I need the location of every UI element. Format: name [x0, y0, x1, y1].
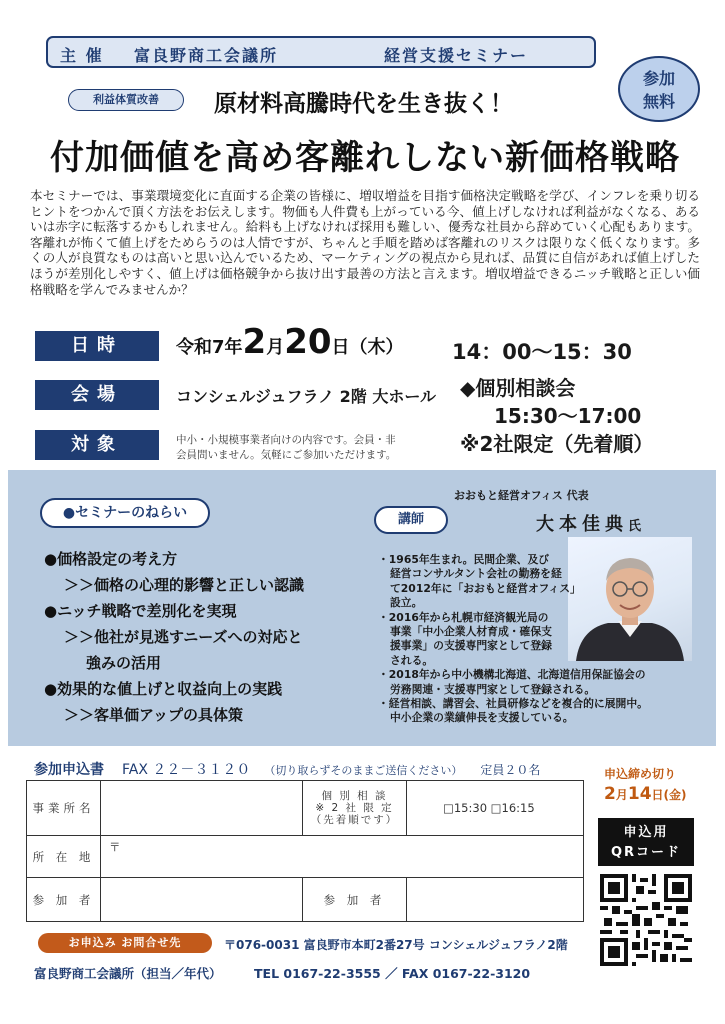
deadline-day: 14 [627, 784, 652, 804]
contact-phones: TEL 0167-22-3555 ／ FAX 0167-22-3120 [254, 966, 531, 981]
deadline-label: 申込締め切り [604, 767, 677, 781]
main-title: 付加価値を高め客離れしない新価格戦略 [50, 138, 680, 178]
consultation-info [460, 374, 653, 458]
consult-line1: 個 別 相 談 [321, 790, 388, 802]
aim-item: 強みの活用 [86, 654, 162, 672]
consult-time: 15:30～17:00 [494, 404, 642, 428]
form-note: （切り取らずそのままご送信ください） [264, 764, 463, 777]
target-audience: 中小・小規模事業者向けの内容です。会員・非会員問いません。気軽にご参加いただけます。 [176, 434, 397, 461]
bio-line: 援事業」の支援専門家として登録 [390, 639, 552, 653]
aim-item: ＞＞他社が見逃すニーズへの対応と [64, 628, 303, 646]
business-name-label: 事業所名 [27, 781, 101, 836]
application-form [26, 780, 584, 922]
deadline-day-unit: 日 [651, 788, 664, 802]
intro-paragraph: 本セミナーでは、事業環境変化に直面する企業の皆様に、増収増益を目指す価格決定戦略を学び、インフレを乗り切るヒントをつかんで頂く方法をお伝えします。物価も人件費も上がっている今、値上げしなければ利益がなくなる、あるいは赤字に転落するかもしれません。給料も上げなければ採用も難しい、優秀な社員から辞めていく心配もあります。客離れが怖くて値上げをためらうのは人情ですが、ちゃんと手順を踏めば客離れのリスクは限りなく低くなります。多くの人が良質なものは高いと思い込んでいるため、マーケティングの視点から見れば、品質に自信があれば値上げしたほうが差別化しやすく、値上げは価格競争から抜け出す最善の方法と言えます。増収増益できるニッチ戦略と正しい価格戦略を学んでみませんか？ [30, 188, 700, 297]
host-banner [46, 36, 596, 68]
deadline-month-unit: 月 [615, 788, 628, 802]
date-label: 日時 [35, 331, 159, 361]
form-header [34, 759, 540, 779]
subtitle: 原材料高騰時代を生き抜く！ [214, 91, 513, 117]
date-era: 令和7年 [176, 337, 243, 358]
date-day-unit: 日（木） [331, 337, 404, 358]
free-badge-line1: 参加 [642, 69, 675, 88]
event-type: 経営支援セミナー [384, 46, 529, 65]
lecturer-label: 講師 [374, 506, 448, 534]
bio-line: ・1965年生まれ。民間企業、及び [378, 553, 550, 566]
lecturer-office: おおもと経営オフィス 代表 [454, 489, 589, 502]
bio-line: ・経営相談、講習会、社員研修などを複合的に展開中。 [378, 697, 648, 711]
consult-slot-checkboxes[interactable]: □15:30 □16:15 [407, 781, 584, 836]
contact-address: 〒076-0031 富良野市本町2番27号 コンシェルジュフラノ2階 [224, 938, 568, 952]
consult-title: ◆個別相談会 [460, 376, 576, 400]
contact-organization: 富良野商工会議所（担当／年代） [34, 966, 222, 981]
consult-label [303, 781, 407, 836]
form-fax: FAX ２２－３１２０ [122, 762, 251, 778]
aim-item: ＞＞客単価アップの具体策 [64, 706, 243, 724]
topic-tag: 利益体質改善 [68, 89, 184, 111]
date-day: 20 [284, 322, 332, 362]
bio-line: 設立。 [390, 596, 423, 610]
participant-field-2[interactable] [407, 878, 584, 922]
participant-label-2: 参 加 者 [303, 878, 407, 922]
host-name: 富良野商工会議所 [134, 46, 279, 65]
contact-label: お申込み お問合せ先 [38, 933, 212, 953]
participant-label: 参 加 者 [27, 878, 101, 922]
qr-label [598, 818, 694, 866]
target-label: 対象 [35, 430, 159, 460]
consult-line2: ※ 2 社 限 定 [315, 802, 394, 814]
bio-line: ・2018年から中小機構北海道、北海道信用保証協会の [378, 668, 646, 682]
postal-mark: 〒 [109, 840, 121, 854]
bio-line: 中小企業の業績伸長を支援している。 [390, 711, 574, 725]
aims-title: ●セミナーのねらい [40, 498, 210, 528]
bio-line: て2012年に「おおもと経営オフィス」 [390, 581, 581, 595]
business-name-field[interactable] [101, 781, 303, 836]
event-time: 14：00～15：30 [452, 340, 632, 364]
deadline-date [604, 784, 687, 804]
deadline-weekday: (金) [663, 788, 687, 802]
venue: コンシェルジュフラノ 2階 大ホール [176, 387, 437, 406]
address-label: 所 在 地 [27, 836, 101, 878]
host-label: 主 催 [60, 46, 104, 65]
bio-line: 労務関連・支援専門家として登録される。 [390, 682, 596, 696]
consult-limit: ※2社限定（先着順） [460, 432, 654, 456]
lecturer-honorific: 氏 [628, 519, 642, 534]
bio-line: ・2016年から札幌市経済観光局の [378, 610, 549, 624]
date-month: 2 [242, 322, 267, 362]
aim-item: ●ニッチ戦略で差別化を実現 [44, 602, 237, 620]
event-date [176, 322, 404, 362]
lecturer-fullname: 大本佳典 [536, 514, 628, 535]
form-title: 参加申込書 [34, 762, 104, 778]
form-capacity: 定員２０名 [480, 763, 541, 777]
consult-line3: （先着順です） [310, 814, 399, 826]
aims-list [44, 546, 304, 728]
aim-item: ●効果的な値上げと収益向上の実践 [44, 680, 283, 698]
qr-label-line2: QRコード [610, 845, 682, 860]
aim-item: ●価格設定の考え方 [44, 550, 178, 568]
free-badge [618, 56, 700, 122]
participant-field[interactable] [101, 878, 303, 922]
bio-line: 事業「中小企業人材育成・確保支 [390, 625, 552, 639]
qr-label-line1: 申込用 [623, 825, 669, 840]
free-badge-line2: 無料 [642, 92, 675, 111]
venue-label: 会場 [35, 380, 159, 410]
bio-line: される。 [390, 653, 434, 667]
lecturer-name [536, 510, 641, 536]
aim-item: ＞＞価格の心理的影響と正しい認識 [64, 576, 305, 594]
deadline-month: 2 [604, 784, 616, 804]
address-field[interactable] [101, 836, 584, 878]
date-month-unit: 月 [266, 337, 285, 358]
qr-code-icon[interactable] [600, 874, 692, 966]
lecturer-bio [378, 553, 690, 726]
bio-line: 経営コンサルタント会社の勤務を経 [390, 567, 562, 581]
